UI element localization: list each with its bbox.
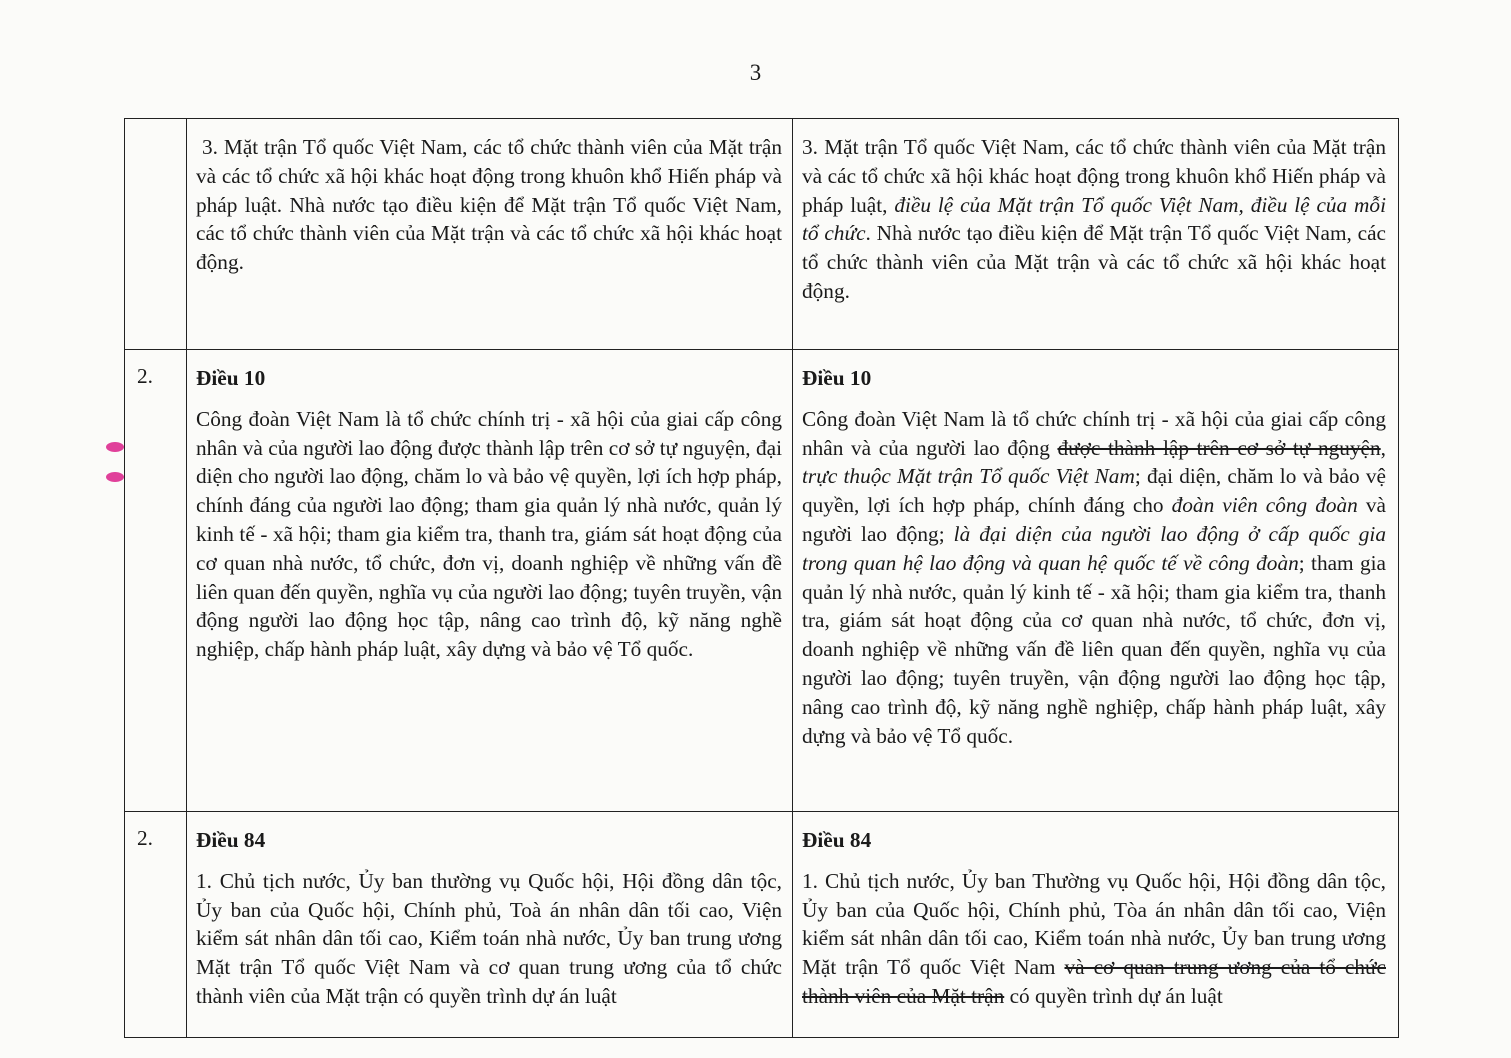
current-text-cell bbox=[187, 119, 793, 350]
row-number: 2. bbox=[125, 812, 187, 1038]
current-text-cell bbox=[187, 350, 793, 812]
added-text-segment: điều lệ của Mặt trận Tổ quốc Việt Nam, điều lệ của mỗi tổ chức bbox=[802, 192, 1386, 246]
table-row bbox=[125, 119, 1399, 350]
article-heading: Điều 84 bbox=[196, 828, 266, 852]
added-text-segment: đoàn viên công đoàn bbox=[1171, 493, 1358, 518]
amended-text-cell bbox=[793, 812, 1399, 1038]
text-segment: . Nhà nước tạo điều kiện để Mặt trận Tổ quốc Việt Nam, các tổ chức thành viên của Mặt trận và các tổ chức xã hội khác hoạt động. bbox=[802, 221, 1386, 303]
deleted-text-segment: được thành lập trên cơ sở tự nguyện bbox=[1057, 435, 1381, 460]
current-clause-text: 3. Mặt trận Tổ quốc Việt Nam, các tổ chức thành viên của Mặt trận và các tổ chức xã hội khác hoạt động trong khuôn khổ Hiến pháp và pháp luật. Nhà nước tạo điều kiện để Mặt trận Tổ quốc Việt Nam, các tổ chức thành viên của Mặt trận và các tổ chức xã hội khác hoạt động. bbox=[196, 135, 782, 275]
text-segment: 3. Mặt trận Tổ quốc Việt Nam, các tổ chức thành viên của Mặt trận và các tổ chức xã hội khác hoạt động trong khuôn khổ Hiến pháp và pháp luật, bbox=[802, 135, 1386, 217]
text-segment: Công đoàn Việt Nam là tổ chức chính trị - xã hội của giai cấp công nhân và của người lao động bbox=[802, 406, 1386, 460]
table-row bbox=[125, 350, 1399, 812]
text-segment: ; tham gia quản lý nhà nước, quản lý kinh tế - xã hội; tham gia kiểm tra, thanh tra, giám sát hoạt động của cơ quan nhà nước, tổ chức, đơn vị, doanh nghiệp về những vấn đề liên quan đến quyền, nghĩa vụ của người lao động; tuyên truyền, vận động người lao động học tập, nâng cao trình độ, kỹ năng nghề nghiệp, chấp hành pháp luật, xây dựng và bảo vệ Tổ quốc. bbox=[802, 550, 1387, 748]
row-number bbox=[125, 119, 187, 350]
text-segment: ; đại diện, chăm lo và bảo vệ quyền, lợi ích hợp pháp, chính đáng cho bbox=[802, 464, 1386, 518]
article-heading: Điều 10 bbox=[802, 366, 872, 390]
article-heading: Điều 10 bbox=[196, 366, 266, 390]
current-text-cell bbox=[187, 812, 793, 1038]
text-segment: 1. Chủ tịch nước, Ủy ban Thường vụ Quốc hội, Hội đồng dân tộc, Ủy ban của Quốc hội, Chính phủ, Tòa án nhân dân tối cao, Viện kiểm sát nhân dân tối cao, Kiểm toán nhà nước, Ủy ban trung ương Mặt trận Tổ quốc Việt Nam bbox=[802, 868, 1386, 980]
text-segment: có quyền trình dự án luật bbox=[1004, 983, 1223, 1008]
amended-text-cell bbox=[793, 350, 1399, 812]
text-segment: , bbox=[1380, 435, 1386, 460]
current-clause-text: 1. Chủ tịch nước, Ủy ban thường vụ Quốc hội, Hội đồng dân tộc, Ủy ban của Quốc hội, Chính phủ, Toà án nhân dân tối cao, Viện kiểm sát nhân dân tối cao, Kiểm toán nhà nước, Ủy ban trung ương Mặt trận Tổ quốc Việt Nam và cơ quan trung ương của tổ chức thành viên của Mặt trận có quyền trình dự án luật bbox=[196, 868, 782, 1008]
text-segment: và người lao động; bbox=[802, 493, 1386, 546]
deleted-text-segment: và cơ quan trung ương của tổ chức thành viên của Mặt trận bbox=[802, 955, 1386, 1008]
amended-text-cell bbox=[793, 119, 1399, 350]
added-text-segment: là đại diện của người lao động ở cấp quốc gia trong quan hệ lao động và quan hệ quốc tế về công đoàn bbox=[802, 521, 1386, 575]
margin-highlight-mark bbox=[106, 442, 124, 452]
amended-clause-text bbox=[802, 867, 1386, 1011]
current-clause-text: Công đoàn Việt Nam là tổ chức chính trị - xã hội của giai cấp công nhân và của người lao động được thành lập trên cơ sở tự nguyện, đại diện cho người lao động, chăm lo và bảo vệ quyền, lợi ích hợp pháp, chính đáng của người lao động; tham gia quản lý nhà nước, quản lý kinh tế - xã hội; tham gia kiểm tra, thanh tra, giám sát hoạt động của cơ quan nhà nước, tổ chức, đơn vị, doanh nghiệp về những vấn đề liên quan đến quyền, nghĩa vụ của người lao động; tuyên truyền, vận động người lao động học tập, nâng cao trình độ, kỹ năng nghề nghiệp, chấp hành pháp luật, xây dựng và bảo vệ Tổ quốc. bbox=[196, 406, 782, 662]
comparison-table bbox=[124, 118, 1399, 1038]
added-text-segment: trực thuộc Mặt trận Tổ quốc Việt Nam bbox=[802, 464, 1135, 489]
article-heading: Điều 84 bbox=[802, 828, 872, 852]
margin-marks bbox=[106, 442, 124, 502]
table-row bbox=[125, 812, 1399, 1038]
page-number: 3 bbox=[749, 60, 762, 85]
amended-clause-text bbox=[802, 405, 1386, 751]
row-number: 2. bbox=[125, 350, 187, 812]
margin-highlight-mark bbox=[106, 472, 124, 482]
amended-clause-text bbox=[802, 133, 1386, 306]
